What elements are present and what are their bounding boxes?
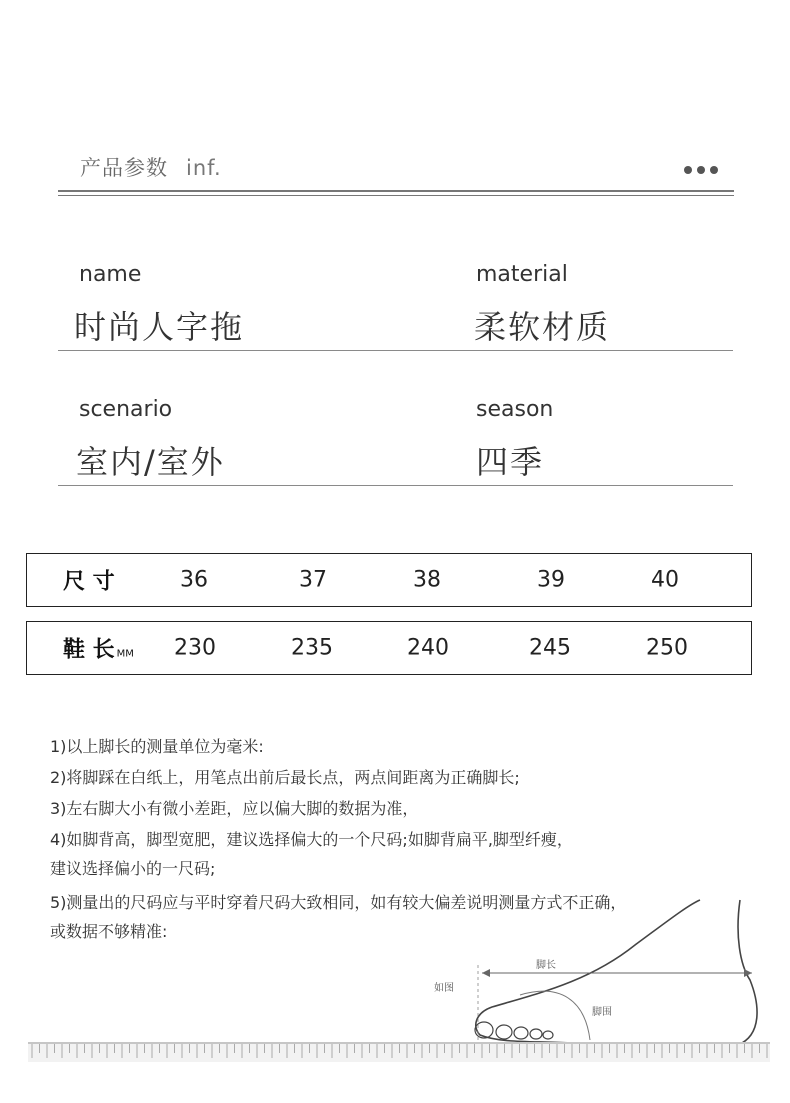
ruler-icon <box>28 1042 770 1062</box>
foot-diagram-icon <box>420 895 780 1055</box>
more-icon <box>684 166 718 174</box>
note-line: 2)将脚踩在白纸上，用笔点出前后最长点，两点间距离为正确脚长; <box>50 768 520 787</box>
attr-scenario-value: 室内/室外 <box>76 443 225 481</box>
length-unit: MM <box>116 648 134 660</box>
more-dot <box>684 166 692 174</box>
attr-material-value: 柔软材质 <box>474 308 611 346</box>
attr-material-label: material <box>476 262 568 287</box>
length-header: 鞋 长 MM <box>63 637 134 663</box>
length-cell: 240 <box>407 635 449 661</box>
foot-length-label: 脚长 <box>536 960 556 971</box>
attr-name-label: name <box>79 262 142 287</box>
more-dot <box>697 166 705 174</box>
as-shown-label: 如图 <box>434 983 454 994</box>
header-rule-top <box>58 190 734 192</box>
note-line: 1)以上脚长的测量单位为毫米: <box>50 737 264 756</box>
header-rule-bottom <box>58 195 734 196</box>
foot-girth-label: 脚围 <box>592 1007 612 1018</box>
note-line: 5)测量出的尺码应与平时穿着尺码大致相同，如有较大偏差说明测量方式不正确， <box>50 893 627 912</box>
size-cell: 36 <box>180 567 208 593</box>
size-cell: 40 <box>651 567 679 593</box>
attr-name-value: 时尚人字拖 <box>74 308 245 346</box>
length-row <box>26 621 752 675</box>
note-line: 4)如脚背高，脚型宽肥，建议选择偏大的一个尺码;如脚背扁平,脚型纤瘦， <box>50 830 573 849</box>
note-line: 3)左右脚大小有微小差距，应以偏大脚的数据为准， <box>50 799 419 818</box>
size-row <box>26 553 752 607</box>
length-cell: 250 <box>646 635 688 661</box>
size-cell: 37 <box>299 567 327 593</box>
note-line: 或数据不够精准: <box>50 922 168 941</box>
more-dot <box>710 166 718 174</box>
size-cell: 38 <box>413 567 441 593</box>
section-title: 产品参数 <box>80 156 168 180</box>
attr-divider <box>58 485 733 486</box>
section-header <box>80 152 222 182</box>
attr-season-value: 四季 <box>476 443 545 481</box>
attr-scenario-label: scenario <box>79 397 173 422</box>
attr-divider <box>58 350 733 351</box>
length-cell: 230 <box>174 635 216 661</box>
length-cell: 245 <box>529 635 571 661</box>
note-line: 建议选择偏小的一尺码; <box>50 859 216 878</box>
length-cell: 235 <box>291 635 333 661</box>
attr-season-label: season <box>476 397 554 422</box>
size-header: 尺 寸 <box>63 569 115 595</box>
section-subtitle: inf. <box>186 156 222 180</box>
size-cell: 39 <box>537 567 565 593</box>
